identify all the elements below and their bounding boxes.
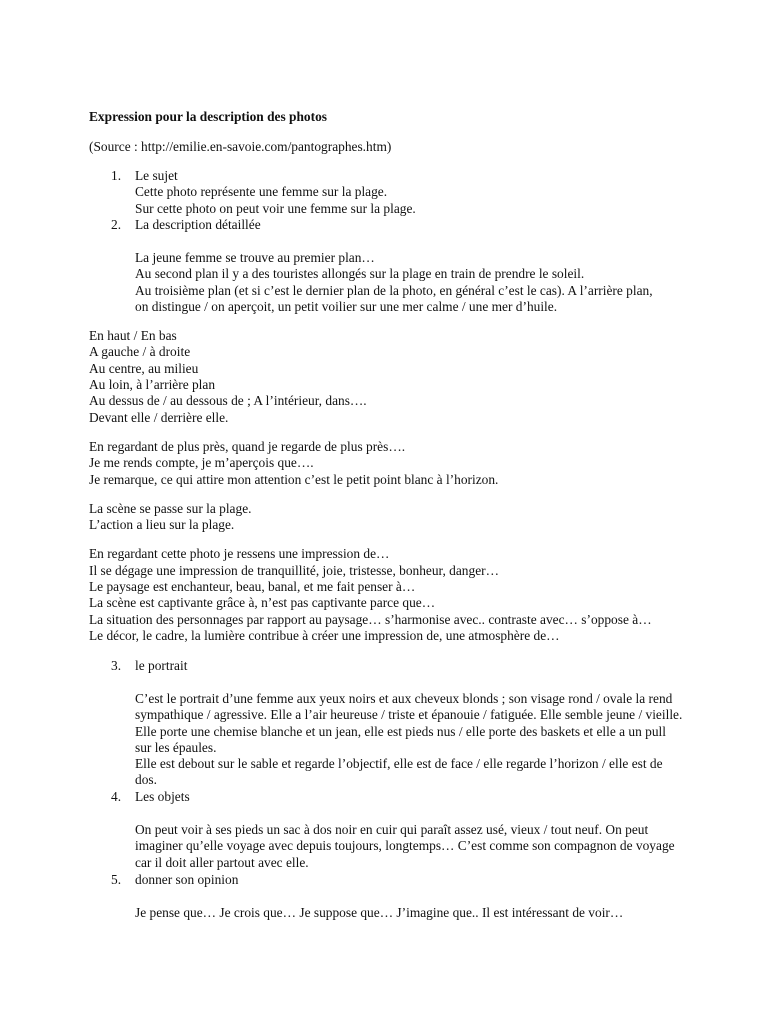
impression-line: Il se dégage une impression de tranquillité, joie, tristesse, bonheur, danger…	[89, 563, 499, 578]
impression-line: Le décor, le cadre, la lumière contribue à créer une impression de, une atmosphère de…	[89, 628, 560, 643]
observation-line: Je remarque, ce qui attire mon attention c’est le petit point blanc à l’horizon.	[89, 472, 499, 487]
opinion-line: Je pense que… Je crois que… Je suppose que… J’imagine que.. Il est intéressant de voir…	[135, 905, 624, 920]
location-line: L’action a lieu sur la plage.	[89, 517, 235, 532]
section-4-heading: Les objets	[135, 789, 190, 804]
observation-line: En regardant de plus près, quand je regarde de plus près….	[89, 439, 406, 454]
section-2-line: La jeune femme se trouve au premier plan…	[135, 250, 375, 265]
impression-line: La scène est captivante grâce à, n’est pas captivante parce que…	[89, 595, 436, 610]
impression-line: En regardant cette photo je ressens une impression de…	[89, 546, 390, 561]
impression-line: Le paysage est enchanteur, beau, banal, et me fait penser à…	[89, 579, 416, 594]
section-2-line: Au second plan il y a des touristes allongés sur la plage en train de prendre le soleil.	[135, 266, 585, 281]
list-number: 3.	[111, 658, 122, 673]
section-1-line: Sur cette photo on peut voir une femme sur la plage.	[135, 201, 416, 216]
document-title: Expression pour la description des photos	[89, 109, 327, 124]
section-2-heading: La description détaillée	[135, 217, 261, 232]
list-number: 5.	[111, 872, 122, 887]
position-line: Au centre, au milieu	[89, 361, 199, 376]
portrait-paragraph: C’est le portrait d’une femme aux yeux noirs et aux cheveux blonds ; son visage rond / ovale la rend sympathique / agressive. Elle a l’air heureuse / triste et épanouie / fatiguée. Elle semble jeune / vieille. Elle porte une chemise blanche et un jean, elle est pieds nus / elle porte des baskets et elle a un pull sur les épaules.	[135, 691, 683, 755]
list-number: 2.	[111, 217, 122, 232]
section-1-line: Cette photo représente une femme sur la plage.	[135, 184, 388, 199]
objects-paragraph: On peut voir à ses pieds un sac à dos noir en cuir qui paraît assez usé, vieux / tout neuf. On peut imaginer qu’elle voyage avec depuis toujours, longtemps… C’est comme son compagnon de voyage car il doit aller partout avec elle.	[135, 822, 675, 870]
position-line: Au dessus de / au dessous de ; A l’intérieur, dans….	[89, 393, 367, 408]
observation-line: Je me rends compte, je m’aperçois que….	[89, 455, 314, 470]
impression-line: La situation des personnages par rapport au paysage… s’harmonise avec.. contraste avec… s’oppose à…	[89, 612, 652, 627]
source-line: (Source : http://emilie.en-savoie.com/pantographes.htm)	[89, 139, 392, 154]
position-line: A gauche / à droite	[89, 344, 191, 359]
portrait-paragraph: Elle est debout sur le sable et regarde l’objectif, elle est de face / elle regarde l’horizon / elle est de dos.	[135, 756, 663, 788]
position-line: Devant elle / derrière elle.	[89, 410, 229, 425]
section-5-heading: donner son opinion	[135, 872, 239, 887]
section-1-heading: Le sujet	[135, 168, 178, 183]
position-line: Au loin, à l’arrière plan	[89, 377, 216, 392]
list-number: 4.	[111, 789, 122, 804]
list-number: 1.	[111, 168, 122, 183]
section-2-line: Au troisième plan (et si c’est le dernier plan de la photo, en général c’est le cas). A l’arrière plan,	[135, 283, 653, 298]
section-2-line: on distingue / on aperçoit, un petit voilier sur une mer calme / une mer d’huile.	[135, 299, 558, 314]
position-line: En haut / En bas	[89, 328, 177, 343]
location-line: La scène se passe sur la plage.	[89, 501, 252, 516]
section-3-heading: le portrait	[135, 658, 188, 673]
